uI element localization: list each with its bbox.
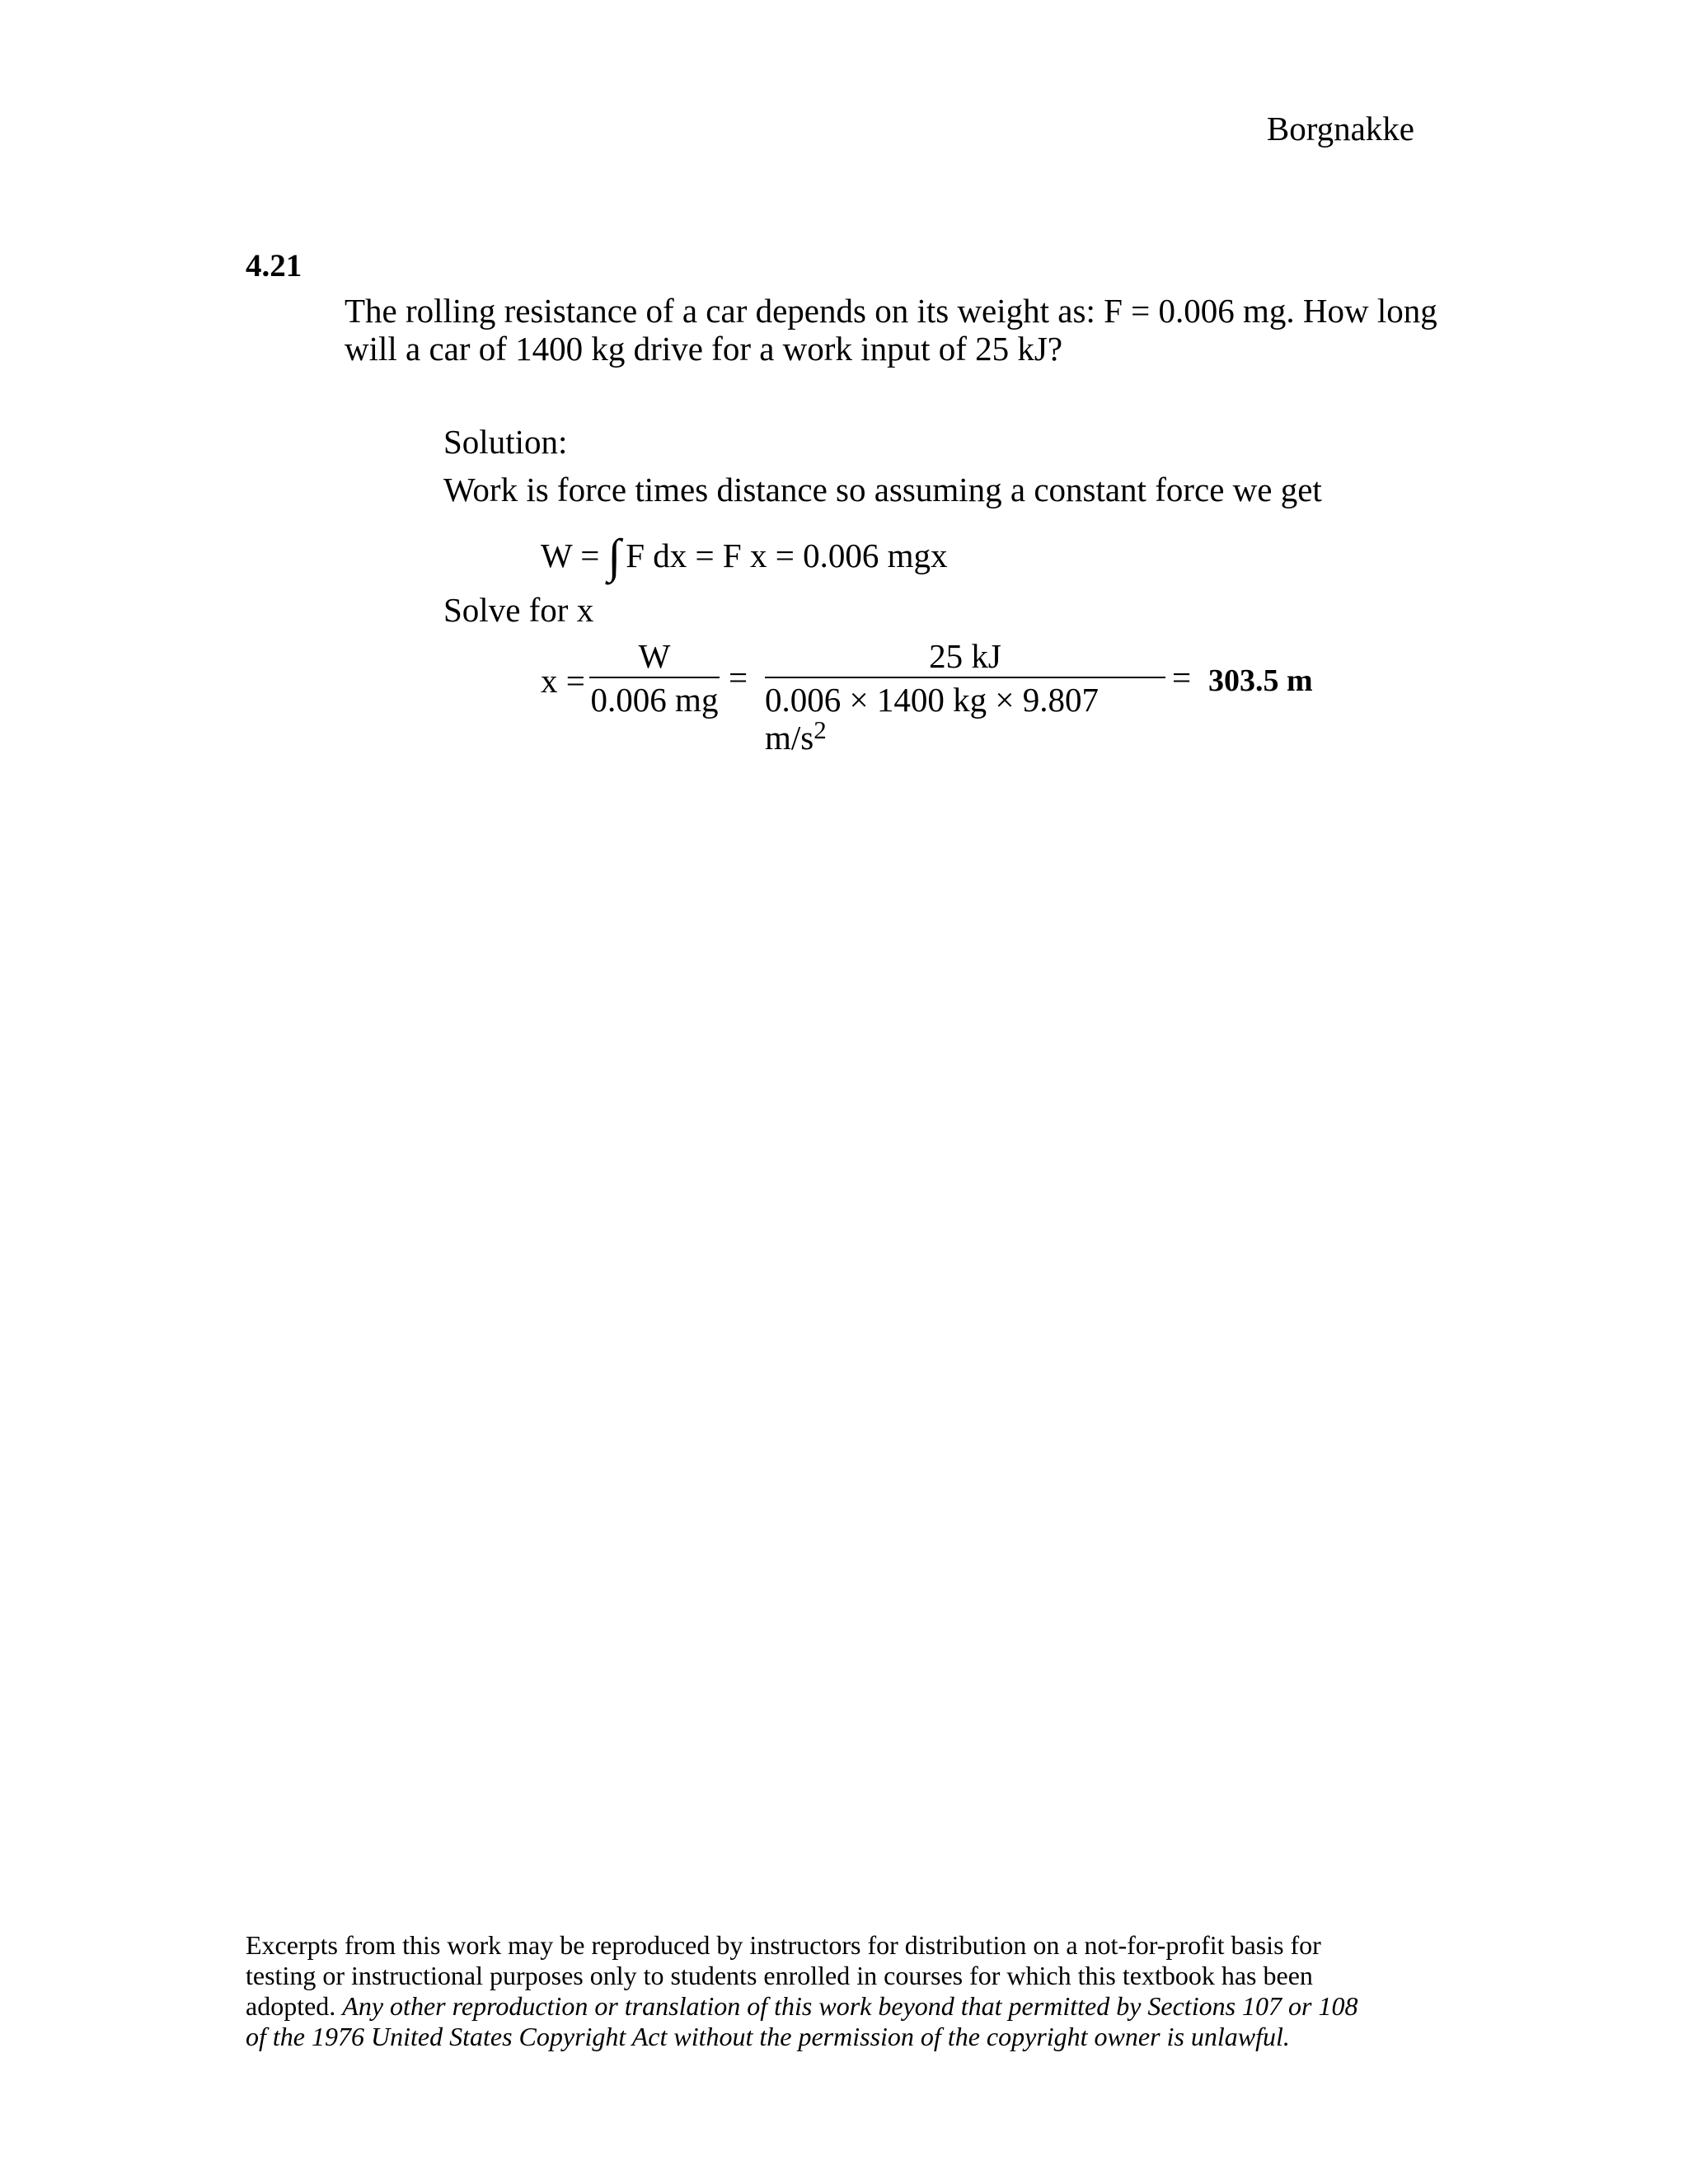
problem-statement-line-2: will a car of 1400 kg drive for a work input of 25 kJ? xyxy=(345,330,1063,368)
problem-statement xyxy=(345,292,1498,368)
footer-line-1: Excerpts from this work may be reproduced by instructors for distribution on a not-for-profit basis for xyxy=(246,1930,1321,1960)
fraction-numeric xyxy=(765,637,1165,757)
fraction-2-denominator xyxy=(765,683,1165,755)
work-equation-left: W = xyxy=(541,537,600,574)
equals-sign-1: = xyxy=(729,658,748,696)
footer-line-3-italic: Any other reproduction or translation of this work beyond that permitted by Sections 107 or 108 xyxy=(342,1991,1358,2021)
work-equation xyxy=(541,527,948,583)
fraction-2-bar xyxy=(765,677,1165,678)
solution-intro: Work is force times distance so assuming a constant force we get xyxy=(443,471,1322,509)
fraction-2-numerator: 25 kJ xyxy=(929,637,1001,675)
solution-label: Solution: xyxy=(443,423,568,461)
fraction-2-denominator-text: 0.006 × 1400 kg × 9.807 m/s xyxy=(765,681,1099,757)
footer-line-4: of the 1976 United States Copyright Act without the permission of the copyright owner is unlawful. xyxy=(246,2022,1290,2051)
final-result: 303.5 m xyxy=(1208,663,1313,698)
problem-number: 4.21 xyxy=(246,248,302,284)
solve-for-x-label: Solve for x xyxy=(443,591,594,629)
fraction-1-numerator: W xyxy=(638,637,671,675)
work-equation-right: F dx = F x = 0.006 mgx xyxy=(626,537,948,574)
footer-line-3-regular: adopted. xyxy=(246,1991,343,2021)
copyright-footer xyxy=(246,1930,1416,2052)
footer-line-3 xyxy=(246,1991,1416,2022)
page-header-author: Borgnakke xyxy=(1266,110,1414,148)
footer-line-2: testing or instructional purposes only to students enrolled in courses for which this textbook has been xyxy=(246,1961,1313,1990)
fraction-work-over-force xyxy=(588,637,720,719)
integral-symbol: ∫ xyxy=(607,529,621,583)
equals-sign-2: = xyxy=(1172,658,1192,696)
problem-statement-line-1: The rolling resistance of a car depends on its weight as: F = 0.006 mg. How long xyxy=(345,292,1437,330)
fraction-1-denominator: 0.006 mg xyxy=(590,681,719,719)
x-equals-label: x = xyxy=(541,662,585,700)
superscript-two: 2 xyxy=(814,715,827,744)
fraction-1-bar xyxy=(589,677,720,678)
